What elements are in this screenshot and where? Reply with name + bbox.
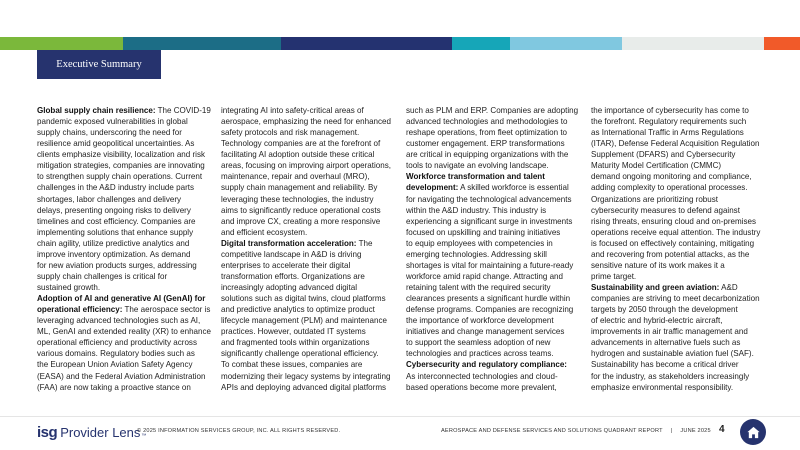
body-text: advancements in alternative fuels such as: [591, 338, 741, 348]
text-line: [221, 315, 393, 326]
body-text: supply chain management and reliability. By: [221, 183, 378, 193]
text-line: [406, 149, 578, 160]
body-text: and predictive analytics to optimize product: [221, 305, 375, 315]
logo-provider-lens: Provider Lens: [60, 425, 141, 440]
text-line: [591, 138, 763, 149]
text-line: [406, 382, 578, 393]
text-line: [406, 194, 578, 205]
text-line: [591, 238, 763, 249]
body-text: Organizations are prioritizing robust: [591, 194, 719, 204]
text-line: [591, 116, 763, 127]
text-line: [591, 260, 763, 271]
paragraph: [406, 105, 578, 171]
copyright-text: © 2025 INFORMATION SERVICES GROUP, INC. ALL RIGHTS RESERVED.: [137, 428, 341, 434]
body-text: (EASA) and the Federal Aviation Administration: [37, 371, 206, 381]
text-line: [37, 249, 209, 260]
color-segment-green: [0, 37, 123, 50]
text-line: [406, 171, 578, 182]
body-text: Sustainability has become a critical driver: [591, 360, 739, 370]
text-line: [221, 116, 393, 127]
body-text: for new aviation products surges, addressing: [37, 260, 197, 270]
text-line: [221, 326, 393, 337]
body-text: ML, GenAI and extended reality (XR) to enhance: [37, 327, 212, 337]
report-date: JUNE 2025: [680, 428, 711, 434]
body-text: adding complexity to operational processes.: [591, 183, 748, 193]
body-text: A&D: [719, 283, 738, 292]
text-line: [221, 205, 393, 216]
body-text: reshape operations, from fleet optimization to: [406, 128, 568, 138]
body-text: leveraging these technologies, the industry: [221, 194, 374, 204]
body-text: within the A&D industry. This industry is: [406, 205, 547, 215]
body-text: is focused on effectively containing, mitigating: [591, 238, 755, 248]
text-line: [406, 359, 578, 370]
text-line: [591, 293, 763, 304]
text-line: [591, 337, 763, 348]
home-icon: [746, 425, 761, 440]
body-text: challenges in the A&D industry include parts: [37, 183, 195, 193]
text-line: [37, 116, 209, 127]
body-text: areas, focusing on improving airport operations,: [221, 161, 391, 171]
body-text: for the industry, as stakeholders increasingly: [591, 371, 750, 381]
color-segment-light-blue: [510, 37, 622, 50]
text-line: [221, 149, 393, 160]
body-text: significantly challenge operational efficiency.: [221, 349, 379, 359]
text-line: [37, 315, 209, 326]
body-text: for navigating the technological advancements: [406, 194, 572, 204]
section-tag: [37, 50, 161, 79]
bold-lead-in: Adoption of AI and generative AI (GenAI) for: [37, 294, 206, 304]
body-text: the European Union Aviation Safety Agency: [37, 360, 193, 370]
text-line: [591, 359, 763, 370]
body-text: tools to navigate an evolving landscape.: [406, 161, 549, 171]
color-segment-teal: [123, 37, 281, 50]
body-text: shortages is vital for maintaining a future-ready: [406, 260, 574, 270]
body-text: The COVID-19: [155, 106, 211, 115]
body-text: companies are striving to meet decarbonization: [591, 294, 760, 304]
body-text: modernizing their legacy systems by integrating: [221, 371, 391, 381]
body-text: implementing solutions that enhance supply: [37, 227, 194, 237]
text-line: [591, 282, 763, 293]
body-text: The aerospace sector is: [122, 305, 211, 315]
body-text: resilience amid geopolitical uncertainties. As: [37, 139, 195, 149]
text-line: [406, 238, 578, 249]
text-line: [406, 260, 578, 271]
column-4: [591, 105, 763, 393]
text-line: [37, 238, 209, 249]
body-text: to strengthen supply chain operations. Current: [37, 172, 203, 182]
text-line: [591, 182, 763, 193]
text-line: [37, 227, 209, 238]
text-line: [37, 205, 209, 216]
body-text: clients emphasize visibility, localization and risk: [37, 150, 206, 160]
text-line: [221, 171, 393, 182]
report-separator: |: [670, 428, 673, 434]
text-line: [37, 260, 209, 271]
top-color-bar: [0, 37, 800, 50]
body-text: focused on upskilling and training initiatives: [406, 227, 561, 237]
body-text: customer engagement. ERP transformations: [406, 139, 565, 149]
body-text: (ITAR), Defense Federal Acquisition Regulation: [591, 139, 760, 149]
body-text: of electric and hybrid-electric aircraft,: [591, 316, 723, 326]
text-line: [406, 205, 578, 216]
body-text: maintenance, repair and overhaul (MRO),: [221, 172, 370, 182]
body-text: are critical in equipping organizations with the: [406, 150, 569, 160]
column-2: [221, 105, 393, 393]
text-line: [37, 371, 209, 382]
text-line: [221, 227, 393, 238]
bold-lead-in: development:: [406, 183, 459, 193]
body-text: enterprises to accelerate their digital: [221, 260, 351, 270]
isg-provider-lens-logo[interactable]: [37, 424, 146, 441]
paragraph: [37, 293, 212, 393]
text-line: [221, 293, 393, 304]
text-line: [406, 116, 578, 127]
text-line: [37, 359, 209, 370]
text-line: [37, 149, 209, 160]
body-text: pandemic exposed vulnerabilities in global: [37, 117, 188, 127]
text-line: [37, 304, 209, 315]
body-text: and efficient ecosystem.: [221, 227, 308, 237]
report-info: [441, 428, 711, 434]
text-line: [591, 382, 763, 393]
body-text: as International Traffic in Arms Regulations: [591, 128, 744, 138]
body-text: and fragmented tools within organizations: [221, 338, 370, 348]
paragraph: [406, 359, 578, 392]
body-text: improve inventory optimization. As demand: [37, 249, 191, 259]
body-text: initiatives and change management services: [406, 327, 565, 337]
body-text: clearances presents a significant hurdle within: [406, 294, 571, 304]
text-line: [221, 105, 393, 116]
logo-trademark: ™: [141, 433, 147, 439]
color-segment-cyan: [452, 37, 510, 50]
text-line: [591, 171, 763, 182]
body-text: shortages, labor challenges and delivery: [37, 194, 182, 204]
body-text: Technology companies are at the forefront of: [221, 139, 381, 149]
paragraph: [406, 171, 578, 359]
body-text: emerging technologies. Addressing skill: [406, 249, 547, 259]
body-text: defense programs. Companies are recognizing: [406, 305, 574, 315]
body-text: technologies and practices across teams.: [406, 349, 554, 359]
body-text: retaining talent with the required security: [406, 283, 551, 292]
body-text: supply chain challenges is critical for: [37, 271, 168, 281]
text-line: [406, 216, 578, 227]
body-text: APIs and deploying advanced digital platforms: [221, 382, 387, 392]
body-text: supply chains, underscoring the need for: [37, 128, 182, 138]
text-line: [221, 194, 393, 205]
text-line: [221, 260, 393, 271]
text-line: [221, 249, 393, 260]
text-line: [221, 359, 393, 370]
paragraph: [221, 105, 393, 238]
body-text: emphasize environmental responsibility.: [591, 382, 734, 392]
text-line: [37, 271, 209, 282]
text-line: [591, 227, 763, 238]
body-text: various domains. Regulatory bodies such as: [37, 349, 195, 359]
body-text: transformation efforts. Organizations are: [221, 271, 365, 281]
body-text: Supplement (DFARS) and Cybersecurity: [591, 150, 736, 160]
body-text: rising threats, ensuring cloud and on-premises: [591, 216, 757, 226]
paragraph: [591, 282, 763, 393]
bold-lead-in: operational efficiency:: [37, 305, 123, 315]
body-text: experiencing a significant surge in investments: [406, 216, 573, 226]
text-line: [221, 282, 393, 293]
text-line: [406, 105, 578, 116]
text-line: [591, 249, 763, 260]
column-3: [406, 105, 578, 393]
body-text: operations receive equal attention. The industry: [591, 227, 761, 237]
text-line: [221, 371, 393, 382]
text-line: [37, 171, 209, 182]
text-line: [406, 304, 578, 315]
body-text: competitive landscape in A&D is driving: [221, 249, 362, 259]
paragraph: [37, 105, 209, 293]
paragraph: [221, 238, 393, 393]
color-segment-navy: [281, 37, 452, 50]
bold-lead-in: Cybersecurity and regulatory compliance:: [406, 360, 567, 370]
body-text: based operations become more prevalent,: [406, 382, 557, 392]
text-line: [406, 315, 578, 326]
bold-lead-in: Sustainability and green aviation:: [591, 283, 720, 292]
body-text: practices. However, outdated IT systems: [221, 327, 366, 337]
color-segment-orange: [764, 37, 800, 50]
text-line: [406, 271, 578, 282]
body-text: To combat these issues, companies are: [221, 360, 363, 370]
body-text: such as PLM and ERP. Companies are adopting: [406, 106, 579, 115]
text-line: [37, 216, 209, 227]
text-line: [406, 371, 578, 382]
body-text: leveraging advanced technologies such as AI,: [37, 316, 201, 326]
body-text: aerospace, emphasizing the need for enhanced: [221, 117, 391, 127]
text-line: [591, 105, 763, 116]
color-segment-light-gray: [622, 37, 764, 50]
text-line: [591, 326, 763, 337]
body-text: operational efficiency and productivity across: [37, 338, 197, 348]
text-line: [591, 160, 763, 171]
text-line: [221, 138, 393, 149]
body-text: demand ongoing monitoring and compliance,: [591, 172, 752, 182]
body-text: lifecycle management (PLM) and maintenance: [221, 316, 387, 326]
text-line: [406, 348, 578, 359]
body-text: sensitive nature of its work makes it a: [591, 260, 725, 270]
bold-lead-in: Global supply chain resilience:: [37, 106, 156, 115]
text-line: [37, 138, 209, 149]
text-line: [37, 194, 209, 205]
body-text: As interconnected technologies and cloud-: [406, 371, 558, 381]
body-text: delays, presenting ongoing risks to delivery: [37, 205, 191, 215]
text-line: [591, 216, 763, 227]
text-line: [37, 127, 209, 138]
body-text: to equip employees with competencies in: [406, 238, 553, 248]
text-line: [37, 326, 212, 337]
body-text: cybersecurity measures to defend against: [591, 205, 740, 215]
text-line: [221, 238, 393, 249]
text-line: [406, 182, 578, 193]
body-text: facilitating AI adoption outside these critical: [221, 150, 375, 160]
text-line: [221, 304, 393, 315]
text-line: [221, 216, 393, 227]
body-text: improvements in air traffic management and: [591, 327, 748, 337]
text-line: [406, 138, 578, 149]
text-line: [591, 315, 763, 326]
text-line: [591, 149, 763, 160]
text-line: [221, 182, 393, 193]
home-button[interactable]: [740, 419, 766, 445]
text-line: [406, 282, 578, 293]
body-text: increasingly adopting advanced digital: [221, 283, 357, 292]
text-line: [37, 160, 209, 171]
text-line: [221, 348, 393, 359]
body-text: the importance of cybersecurity has come to: [591, 106, 749, 115]
text-line: [406, 227, 578, 238]
text-line: [221, 382, 393, 393]
text-line: [221, 271, 393, 282]
text-line: [591, 205, 763, 216]
body-text: the importance of workforce development: [406, 316, 554, 326]
body-text: aims to significantly reduce operational costs: [221, 205, 381, 215]
body-text: The: [356, 238, 373, 248]
text-line: [591, 271, 763, 282]
footer: [0, 416, 800, 450]
body-text: integrating AI into safety-critical areas of: [221, 106, 364, 115]
body-text: and recovering from potential attacks, as the: [591, 249, 750, 259]
text-line: [406, 160, 578, 171]
body-text: prime target.: [591, 271, 637, 281]
text-line: [406, 293, 578, 304]
body-columns: [37, 105, 765, 403]
body-text: A skilled workforce is essential: [458, 183, 569, 193]
body-text: Maturity Model Certification (CMMC): [591, 161, 722, 171]
body-text: (FAA) are now taking a proactive stance on: [37, 382, 191, 392]
text-line: [37, 282, 209, 293]
text-line: [37, 182, 209, 193]
text-line: [591, 127, 763, 138]
text-line: [591, 304, 763, 315]
body-text: the forefront. Regulatory requirements such: [591, 117, 747, 127]
footer-divider: [0, 416, 800, 417]
text-line: [37, 382, 209, 393]
body-text: hydrogen and sustainable aviation fuel (SAF).: [591, 349, 754, 359]
body-text: targets by 2050 through the development: [591, 305, 738, 315]
text-line: [37, 105, 209, 116]
text-line: [406, 127, 578, 138]
logo-isg: isg: [37, 424, 58, 441]
text-line: [591, 194, 763, 205]
text-line: [591, 348, 763, 359]
text-line: [221, 160, 393, 171]
text-line: [37, 293, 209, 304]
body-text: chain agility, utilize predictive analytics and: [37, 238, 190, 248]
body-text: solutions such as digital twins, cloud platforms: [221, 294, 386, 304]
body-text: to support the seamless adoption of new: [406, 338, 551, 348]
text-line: [221, 127, 393, 138]
column-1: [37, 105, 212, 393]
body-text: mitigation strategies, companies are innovating: [37, 161, 205, 171]
report-title: AEROSPACE AND DEFENSE SERVICES AND SOLUTIONS QUADRANT REPORT: [441, 428, 663, 434]
text-line: [37, 337, 209, 348]
text-line: [591, 371, 763, 382]
body-text: sustained growth.: [37, 283, 101, 292]
text-line: [37, 348, 209, 359]
bold-lead-in: Digital transformation acceleration:: [221, 238, 357, 248]
body-text: workforce amid rapid change. Attracting and: [406, 271, 564, 281]
text-line: [406, 249, 578, 260]
text-line: [221, 337, 393, 348]
body-text: and improve CX, creating a more responsive: [221, 216, 381, 226]
paragraph: [591, 105, 763, 282]
section-tag-label: Executive Summary: [56, 59, 142, 70]
bold-lead-in: Workforce transformation and talent: [406, 172, 545, 182]
text-line: [406, 337, 578, 348]
body-text: timelines and cost efficiency. Companies are: [37, 216, 196, 226]
body-text: safety protocols and risk management.: [221, 128, 360, 138]
text-line: [406, 326, 578, 337]
body-text: advanced technologies and methodologies to: [406, 117, 568, 127]
page-number: 4: [719, 424, 725, 435]
